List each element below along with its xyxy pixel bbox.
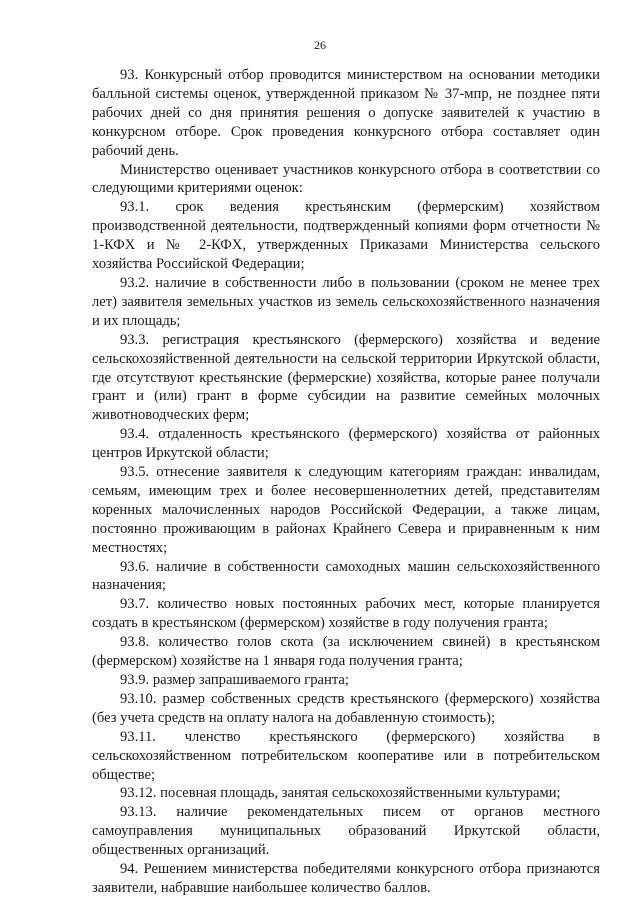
paragraph-93-3: 93.3. регистрация крестьянского (фермерского) хозяйства и ведение сельскохозяйственной деятельности на сельской территории Иркутской области, где отсутствуют крестьянские (фермерские) хозяйства, которые ранее получали грант и (или) грант в форме субсидии на развитие семейных молочных животноводческих ферм; [92,331,600,424]
paragraph-93: 93. Конкурсный отбор проводится министерством на основании методики балльной системы оценок, утвержденной приказом № 37-мпр, не позднее пяти рабочих дней со дня принятия решения о допуске заявителей к участию в конкурсном отборе. Срок проведения конкурсного отбора составляет один рабочий день. [92,67,600,159]
paragraph-93-2: 93.2. наличие в собственности либо в пользовании (сроком не менее трех лет) заявителя земельных участков из земель сельскохозяйственного назначения и их площадь; [92,274,600,329]
paragraph-93-12: 93.12. посевная площадь, занятая сельскохозяйственными культурами; [120,785,561,802]
paragraph-93-9: 93.9. размер запрашиваемого гранта; [120,672,349,688]
document-body [92,66,600,898]
paragraph-93-13: 93.13. наличие рекомендательных писем от органов местного самоуправления муниципальных образований Иркутской области, общественных организаций. [92,804,600,859]
paragraph-93-4: 93.4. отдаленность крестьянского (фермерского) хозяйства от районных центров Иркутской области; [92,426,600,462]
paragraph-93-7: 93.7. количество новых постоянных рабочих мест, которые планируется создать в крестьянском (фермерском) хозяйстве в году получения гранта; [92,596,600,632]
paragraph-criteria-intro: Министерство оценивает участников конкурсного отбора в соответствии со следующими критериями оценок: [92,161,600,197]
paragraph-93-6: 93.6. наличие в собственности самоходных машин сельскохозяйственного назначения; [92,558,600,594]
paragraph-94: 94. Решением министерства победителями конкурсного отбора признаются заявители, набравшие наибольшее количество баллов. [92,861,600,896]
paragraph-93-5: 93.5. отнесение заявителя к следующим категориям граждан: инвалидам, семьям, имеющим трех и более несовершеннолетних детей, представителям коренных малочисленных народов Российской Федерации, а также лицам, постоянно проживающим в районах Крайнего Севера и приравненным к ним местностях; [92,464,600,556]
paragraph-93-10: 93.10. размер собственных средств крестьянского (фермерского) хозяйства (без учета средств на оплату налога на добавленную стоимость); [92,690,600,726]
paragraph-93-1: 93.1. срок ведения крестьянским (фермерским) хозяйством производственной деятельности, подтвержденный копиями форм отчетности № 1-КФХ и № 2-КФХ, утвержденных Приказами Министерства сельского хозяйства Российской Федерации; [92,199,600,273]
page-number: 26 [314,38,326,52]
paragraph-93-8: 93.8. количество голов скота (за исключением свиней) в крестьянском (фермерском) хозяйстве на 1 января года получения гранта; [92,634,600,670]
paragraph-93-11: 93.11. членство крестьянского (фермерского) хозяйства в сельскохозяйственном потребительском кооперативе или в потребительском обществе; [92,728,600,783]
